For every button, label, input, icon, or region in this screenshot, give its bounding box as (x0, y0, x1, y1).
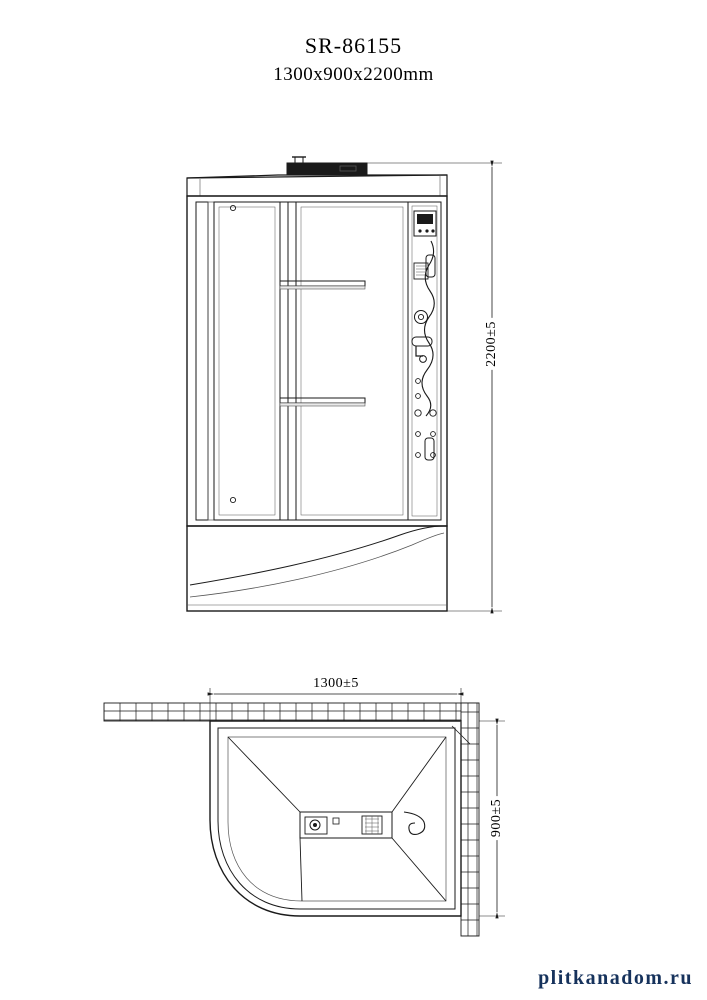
hand-shower-hose (422, 241, 435, 460)
page-subtitle: 1300x900x2200mm (273, 64, 434, 85)
height-dimension (367, 163, 502, 611)
canopy-top (287, 157, 367, 175)
shower-tray-base (187, 526, 447, 611)
watermark: plitkanadom.ru (538, 967, 693, 989)
plan-top-view (104, 688, 505, 936)
height-dimension-label: 2200±5 (482, 318, 502, 370)
width-dimension-label: 1300±5 (309, 676, 363, 692)
depth-dimension-label: 900±5 (487, 796, 507, 840)
sliding-door-panels[interactable] (230, 202, 408, 520)
left-glass-panel (196, 202, 280, 520)
cabin-plan-outline (210, 721, 461, 916)
control-wall-panel (408, 202, 441, 520)
wall-hatch-top (104, 703, 479, 721)
page-title: SR-86155 (304, 33, 403, 58)
roof-slab (187, 175, 447, 196)
front-elevation-view (187, 157, 502, 611)
